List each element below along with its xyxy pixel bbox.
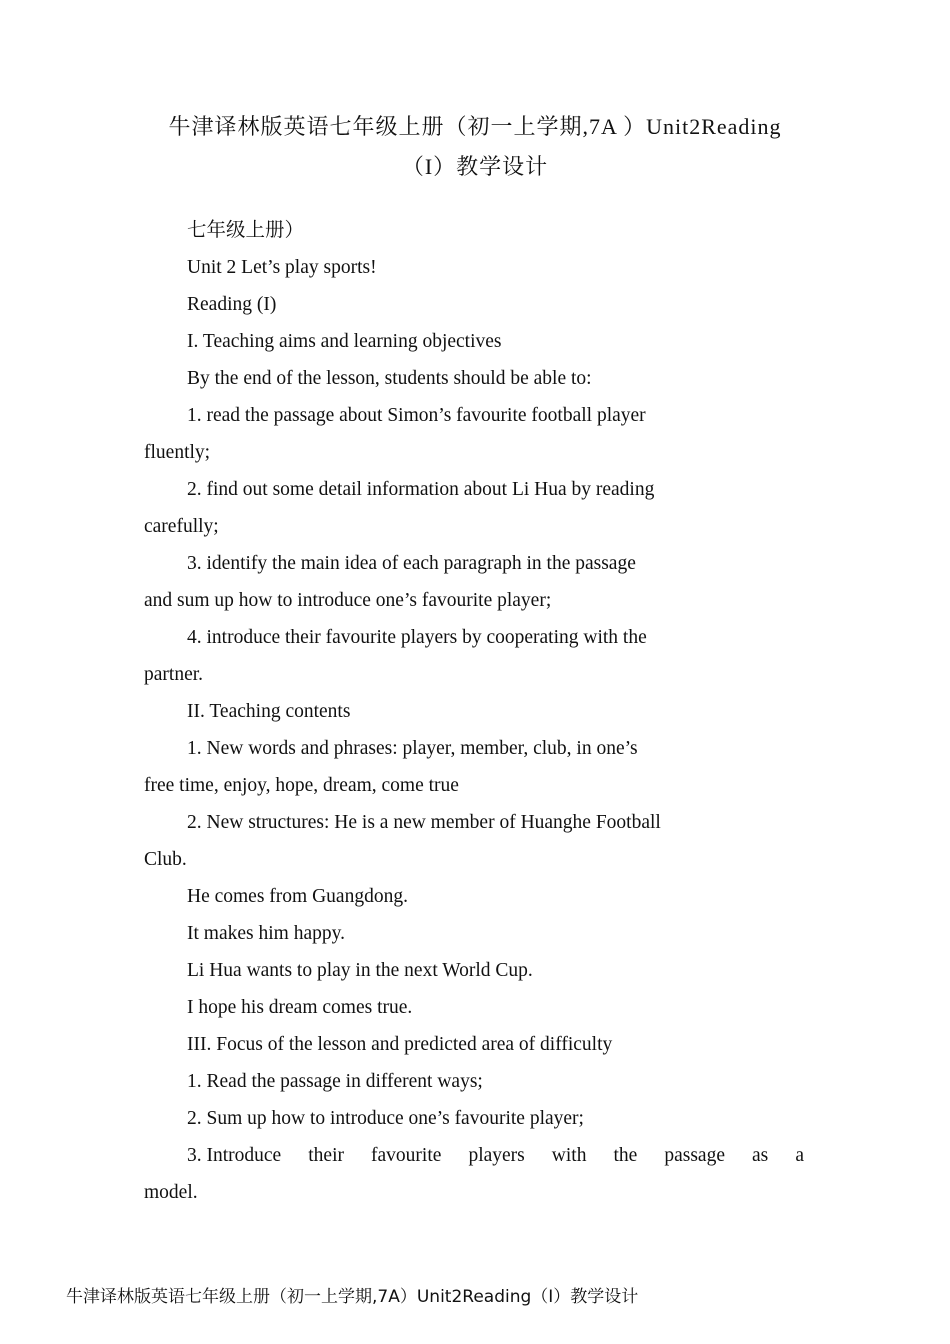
- objective-item: 4. introduce their favourite players by cooperating with the: [187, 627, 647, 648]
- objective-item-continued: carefully;: [144, 516, 219, 537]
- lesson-title: Reading (I): [187, 294, 277, 315]
- objective-item-continued: partner.: [144, 664, 204, 685]
- objective-item: 2. find out some detail information about Li Hua by reading: [187, 479, 655, 500]
- word: passage: [664, 1145, 725, 1166]
- content-item-continued: free time, enjoy, hope, dream, come true: [144, 775, 459, 796]
- document-title-line-2: （I）教学设计: [401, 154, 549, 179]
- focus-item-justified: [187, 1143, 804, 1169]
- word: 3. Introduce: [187, 1145, 282, 1166]
- section-heading-contents: II. Teaching contents: [187, 701, 351, 722]
- objective-item-continued: fluently;: [144, 442, 211, 463]
- content-item: 1. New words and phrases: player, member, club, in one’s: [187, 738, 638, 759]
- example-sentence: It makes him happy.: [187, 923, 345, 944]
- document-title-line-1: 牛津译林版英语七年级上册（初一上学期,7A ）Unit2Reading: [168, 114, 782, 139]
- focus-item: 1. Read the passage in different ways;: [187, 1071, 483, 1092]
- page-footer: 牛津译林版英语七年级上册（初一上学期,7A）Unit2Reading（I）教学设计: [66, 1287, 639, 1307]
- example-sentence: Li Hua wants to play in the next World Cup.: [187, 960, 533, 981]
- focus-item-continued: model.: [144, 1182, 198, 1203]
- example-sentence: I hope his dream comes true.: [187, 997, 413, 1018]
- word: their: [308, 1145, 344, 1166]
- section-heading-aims: I. Teaching aims and learning objectives: [187, 331, 502, 352]
- word: a: [795, 1145, 804, 1166]
- word: with: [551, 1145, 587, 1166]
- objective-item: 3. identify the main idea of each paragraph in the passage: [187, 553, 636, 574]
- objective-item-continued: and sum up how to introduce one’s favourite player;: [144, 590, 552, 611]
- content-item-continued: Club.: [144, 849, 187, 870]
- word: favourite: [371, 1145, 442, 1166]
- grade-label: 七年级上册）: [187, 220, 305, 241]
- word: the: [613, 1145, 638, 1166]
- content-item: 2. New structures: He is a new member of Huanghe Football: [187, 812, 661, 833]
- unit-title: Unit 2 Let’s play sports!: [187, 257, 377, 278]
- example-sentence: He comes from Guangdong.: [187, 886, 408, 907]
- focus-item: 2. Sum up how to introduce one’s favourite player;: [187, 1108, 584, 1129]
- paragraph-line: By the end of the lesson, students should be able to:: [187, 368, 592, 389]
- section-heading-focus: III. Focus of the lesson and predicted area of difficulty: [187, 1034, 613, 1055]
- objective-item: 1. read the passage about Simon’s favourite football player: [187, 405, 646, 426]
- word: players: [468, 1145, 525, 1166]
- word: as: [752, 1145, 769, 1166]
